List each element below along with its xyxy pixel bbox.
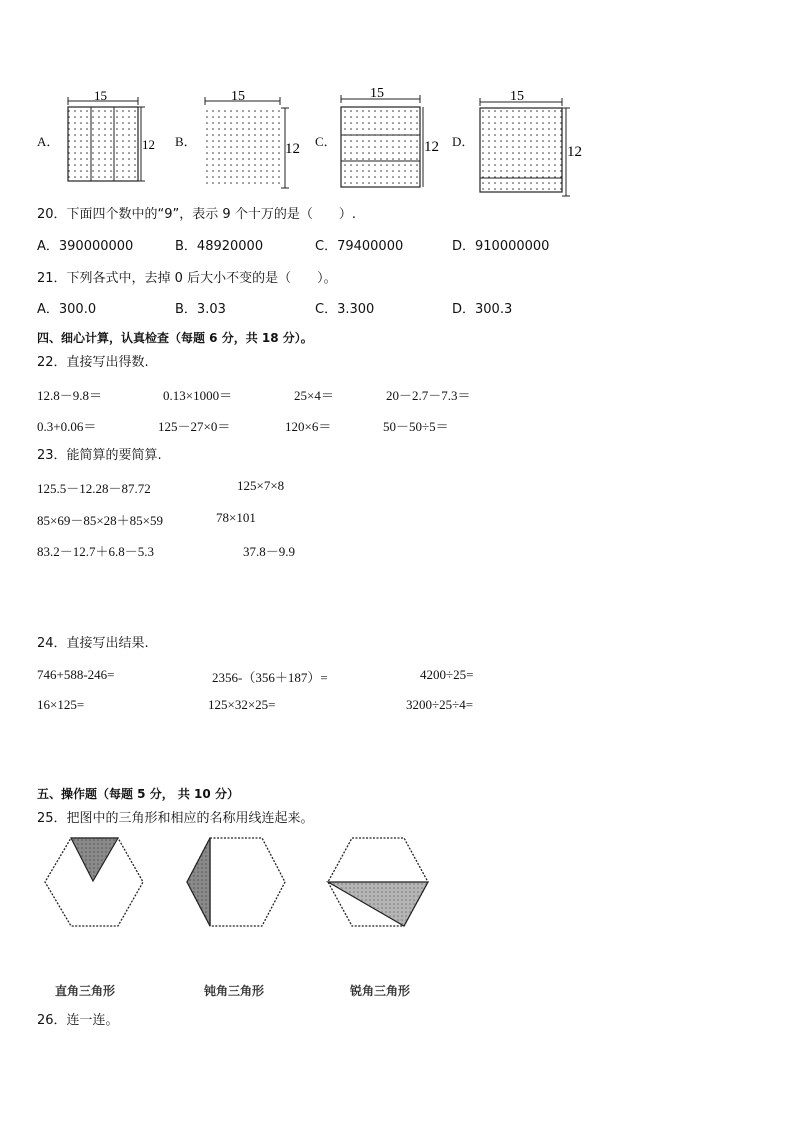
q25-hexagon-3[interactable] — [328, 838, 428, 926]
q19-b-width-label: 15 — [231, 89, 245, 104]
q19-option-d-letter: D． — [452, 134, 475, 149]
q19-c-height-label: 12 — [424, 139, 439, 155]
q19-a-height-label: 12 — [142, 137, 155, 152]
q22-stem: 22．直接写出得数. — [37, 355, 149, 370]
q23-item: 83.2－12.7＋6.8－5.3 — [37, 544, 155, 559]
q19-option-a-letter: A． — [37, 134, 60, 149]
q24-item: 3200÷25÷4= — [406, 697, 474, 712]
q22-item: 125－27×0＝ — [158, 419, 231, 434]
q19-figure-a — [68, 88, 155, 181]
q21-option-b[interactable]: B．3.03 — [175, 302, 226, 317]
q22-item: 20－2.7－7.3＝ — [386, 388, 471, 403]
q19-option-c-letter: C． — [315, 134, 337, 149]
q24-item: 746+588-246= — [37, 667, 115, 682]
q23-item: 78×101 — [216, 510, 256, 525]
section-4-title: 四、细心计算，认真检查（每题 6 分，共 18 分）。 — [37, 331, 313, 345]
q20-option-c[interactable]: C．79400000 — [315, 239, 404, 254]
q19-figures — [0, 0, 794, 200]
q22-item: 25×4＝ — [294, 388, 334, 403]
q22-item: 0.13×1000＝ — [163, 388, 233, 403]
q23-item: 85×69－85×28＋85×59 — [37, 513, 163, 528]
q25-hexagon-1[interactable] — [45, 838, 143, 926]
q20-stem: 20．下面四个数中的“9”，表示 9 个十万的是（ ）. — [37, 207, 356, 222]
q24-item: 16×125= — [37, 697, 85, 712]
q25-figures — [0, 830, 794, 940]
q25-label-right-triangle[interactable]: 直角三角形 — [55, 984, 116, 998]
q19-b-height-label: 12 — [285, 141, 300, 157]
q25-triangle-2 — [187, 838, 210, 926]
q19-option-b-letter: B． — [175, 134, 197, 149]
q21-option-d[interactable]: D．300.3 — [452, 302, 513, 317]
q22-item: 120×6＝ — [285, 419, 332, 434]
q21-option-c[interactable]: C．3.300 — [315, 302, 375, 317]
q19-d-height-label: 12 — [567, 144, 582, 160]
q19-d-width-label: 15 — [510, 89, 524, 104]
q20-option-a[interactable]: A．390000000 — [37, 239, 134, 254]
q19-a-width-label: 15 — [94, 88, 107, 103]
q24-stem: 24．直接写出结果. — [37, 636, 149, 651]
q19-c-width-label: 15 — [370, 86, 384, 101]
q22-item: 0.3+0.06＝ — [37, 419, 97, 434]
q25-label-obtuse-triangle[interactable]: 钝角三角形 — [204, 984, 265, 998]
q24-item: 4200÷25= — [420, 667, 474, 682]
q24-item: 2356-（356＋187）= — [212, 670, 328, 685]
q23-item: 125.5－12.28－87.72 — [37, 481, 151, 496]
q19-figure-c — [341, 86, 439, 187]
q24-item: 125×32×25= — [208, 697, 276, 712]
q25-label-acute-triangle[interactable]: 锐角三角形 — [350, 984, 411, 998]
section-5-title: 五、操作题（每题 5 分， 共 10 分） — [37, 787, 239, 801]
q20-option-b[interactable]: B．48920000 — [175, 239, 264, 254]
q23-item: 125×7×8 — [237, 478, 285, 493]
q20-option-d[interactable]: D．910000000 — [452, 239, 550, 254]
q23-stem: 23．能简算的要简算. — [37, 448, 162, 463]
q23-item: 37.8－9.9 — [243, 544, 296, 559]
q26-stem: 26．连一连。 — [37, 1013, 119, 1028]
q25-hexagon-2[interactable] — [187, 838, 285, 926]
q21-stem: 21．下列各式中，去掉 0 后大小不变的是（ ）。 — [37, 271, 337, 286]
q19-figure-b — [205, 89, 300, 188]
q25-stem: 25．把图中的三角形和相应的名称用线连起来。 — [37, 811, 314, 826]
q21-option-a[interactable]: A．300.0 — [37, 302, 97, 317]
q19-figure-d — [480, 89, 582, 196]
q22-item: 12.8－9.8＝ — [37, 388, 103, 403]
q22-item: 50－50÷5＝ — [383, 419, 449, 434]
